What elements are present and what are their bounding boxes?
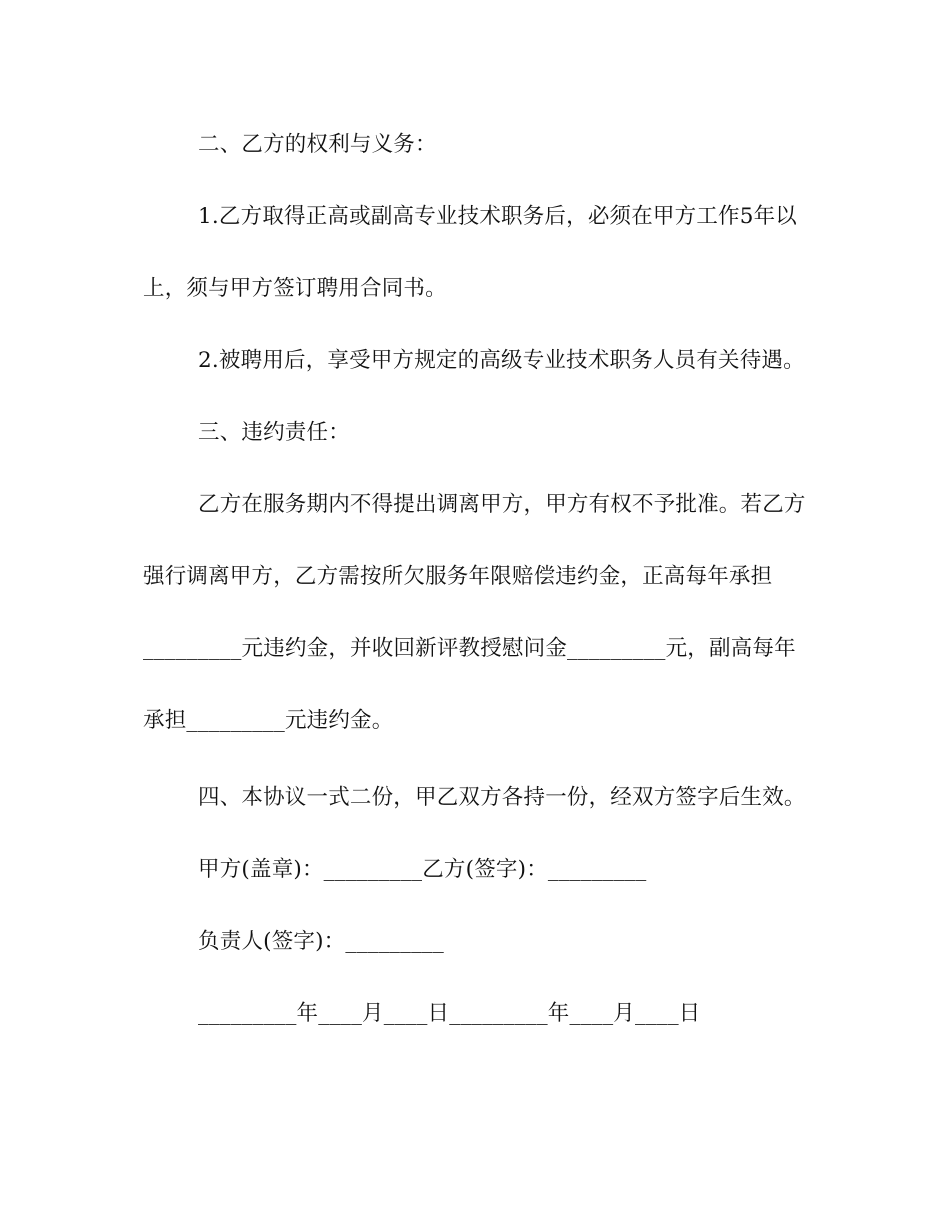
section-3-line-4: 承担_________元违约金。 bbox=[143, 708, 394, 733]
clause-2-2: 2.被聘用后，享受甲方规定的高级专业技术职务人员有关待遇。 bbox=[198, 348, 805, 373]
signature-party-line: 甲方(盖章)：_________乙方(签字)：_________ bbox=[198, 857, 647, 882]
section-3-line-2: 强行调离甲方，乙方需按所欠服务年限赔偿违约金，正高每年承担 bbox=[143, 564, 773, 589]
section-3-heading: 三、违约责任： bbox=[198, 420, 350, 445]
section-2-heading: 二、乙方的权利与义务： bbox=[198, 132, 437, 157]
section-4: 四、本协议一式二份，甲乙双方各持一份，经双方签字后生效。 bbox=[198, 785, 806, 810]
section-3-line-1: 乙方在服务期内不得提出调离甲方，甲方有权不予批准。若乙方 bbox=[198, 492, 806, 517]
section-3-line-3: _________元违约金，并收回新评教授慰问金_________元，副高每年 bbox=[143, 636, 796, 661]
date-line: _________年____月____日_________年____月____日 bbox=[198, 1001, 701, 1026]
clause-2-1-line-1: 1.乙方取得正高或副高专业技术职务后，必须在甲方工作5年以 bbox=[198, 204, 797, 229]
signature-responsible-line: 负责人(签字)：_________ bbox=[198, 929, 444, 954]
clause-2-1-line-2: 上，须与甲方签订聘用合同书。 bbox=[143, 276, 447, 301]
